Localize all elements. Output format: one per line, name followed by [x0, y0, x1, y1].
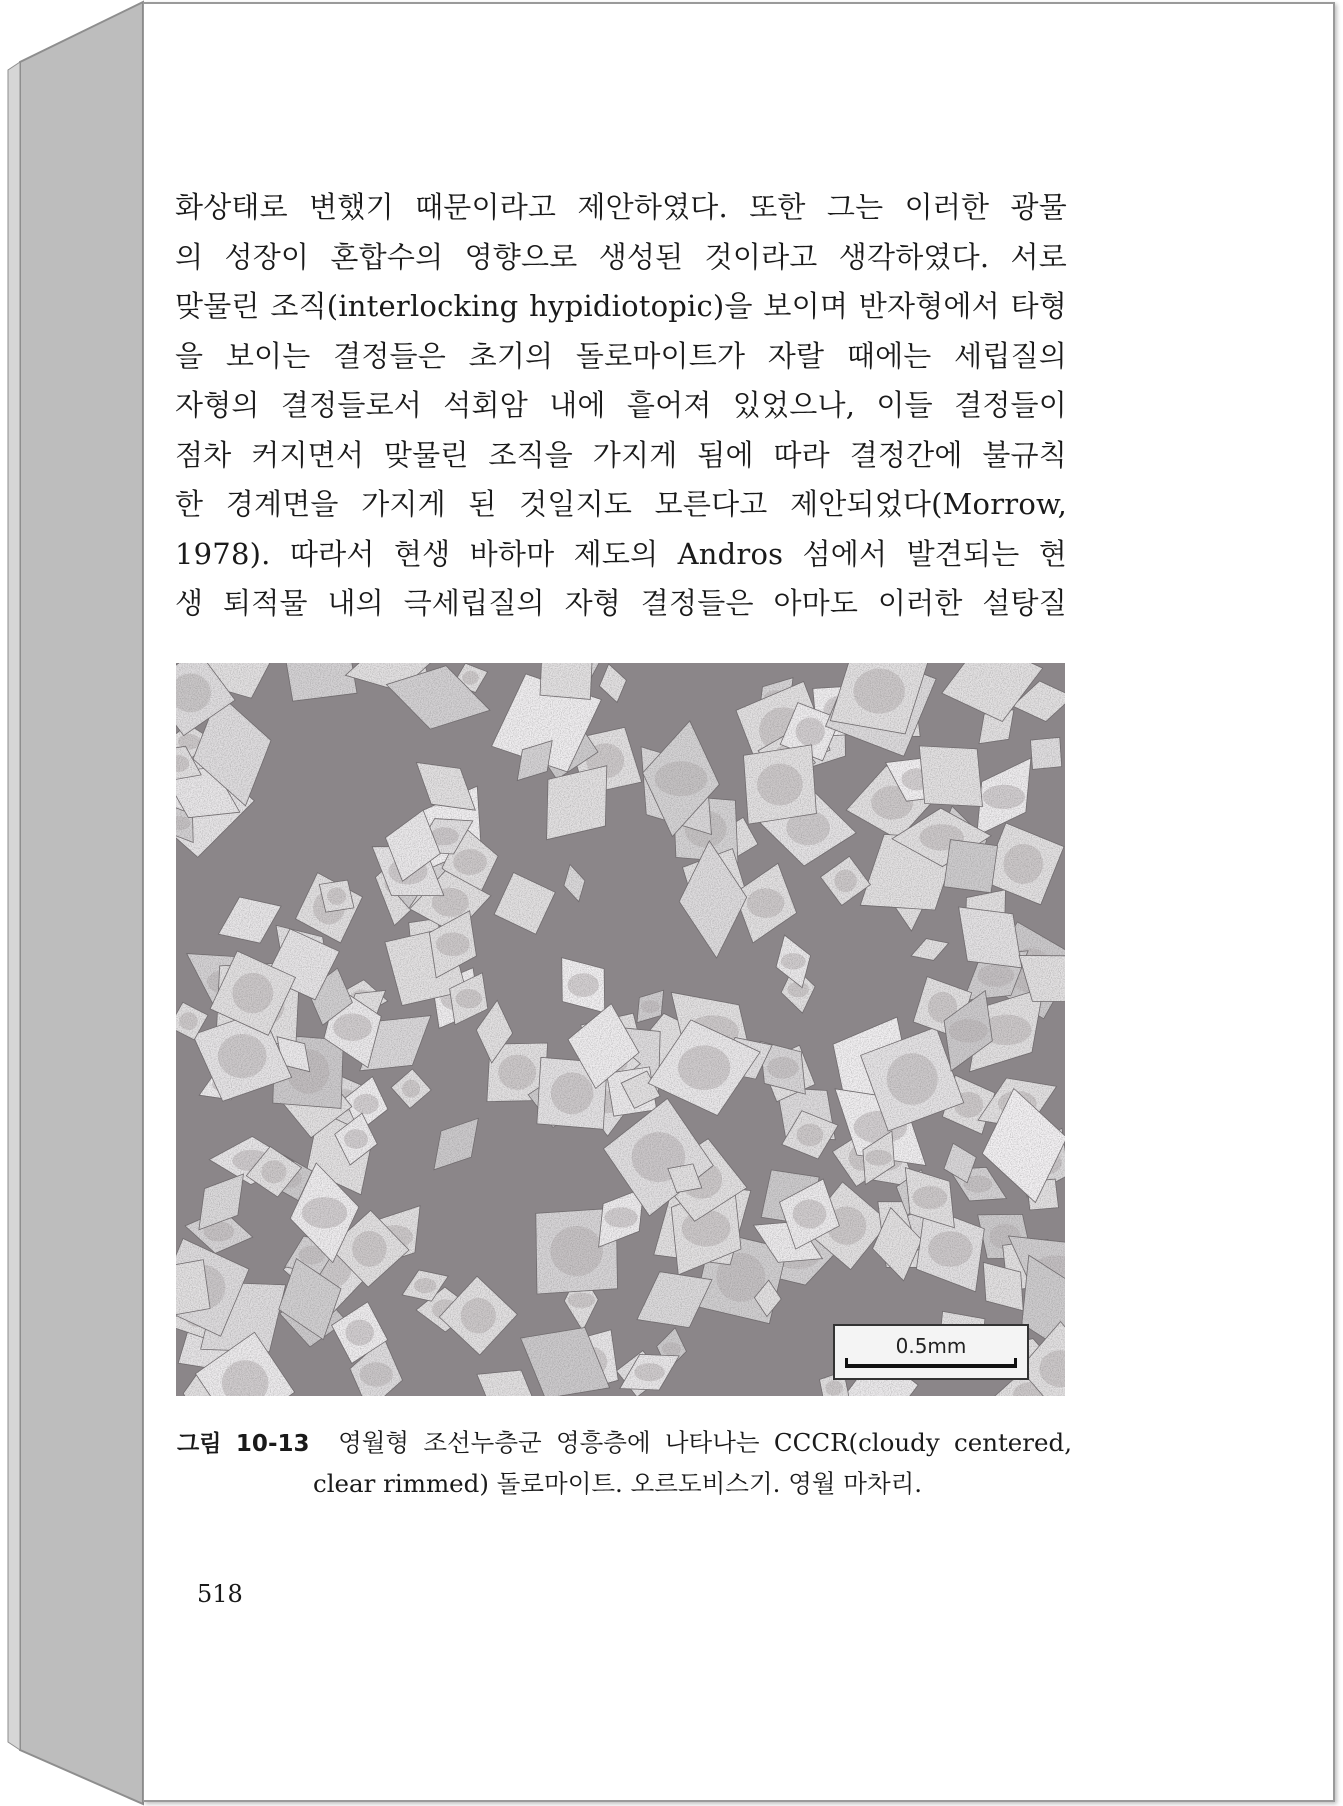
- crystal-cloudy-center: [327, 888, 346, 905]
- body-line: 생 퇴적물 내의 극세립질의 자형 결정들은 아마도 이러한 설탕질: [175, 586, 1067, 620]
- micrograph-figure: [176, 663, 1065, 1396]
- crystal-cloudy-center: [179, 1012, 197, 1030]
- crystal-cloudy-center: [462, 671, 478, 685]
- crystal-cloudy-center: [461, 1298, 496, 1334]
- crystal-cloudy-center: [302, 1197, 347, 1228]
- crystal-cloudy-center: [414, 1278, 436, 1293]
- figure-caption: [177, 1423, 1072, 1504]
- crystal-cloudy-center: [949, 1019, 988, 1043]
- crystal-shape: [919, 746, 982, 807]
- crystal-shape: [540, 663, 593, 699]
- crystal-cloudy-center: [834, 870, 856, 893]
- scale-bar: [833, 1324, 1029, 1380]
- crystal-cloudy-center: [1003, 844, 1043, 884]
- body-line: 자형의 결정들로서 석회암 내에 흩어져 있었으나, 이들 결정들이: [175, 388, 1067, 422]
- crystal-cloudy-center: [551, 1072, 594, 1114]
- body-line: 을 보이는 결정들은 초기의 돌로마이트가 자랄 때에는 세립질의: [175, 338, 1067, 373]
- crystal-cloudy-center: [456, 989, 482, 1008]
- crystal-cloudy-center: [655, 761, 708, 796]
- crystal-cloudy-center: [854, 669, 905, 714]
- crystal-cloudy-center: [353, 1094, 378, 1114]
- crystal-cloudy-center: [634, 1363, 664, 1381]
- crystal-cloudy-center: [604, 1207, 637, 1227]
- body-line: 화상태로 변했기 때문이라고 제안하였다. 또한 그는 이러한 광물: [175, 190, 1067, 224]
- body-line: 1978). 따라서 현생 바하마 제도의 Andros 섬에서 발견되는 현: [175, 536, 1067, 571]
- crystal-cloudy-center: [218, 1034, 267, 1078]
- crystal-cloudy-center: [453, 849, 487, 875]
- page-number: 518: [197, 1580, 243, 1608]
- caption-label: 그림 10-13: [177, 1431, 310, 1457]
- crystal-cloudy-center: [568, 1293, 596, 1308]
- crystal-cloudy-center: [793, 1200, 827, 1229]
- crystal-shape: [944, 840, 998, 893]
- micrograph-image: [176, 663, 1065, 1396]
- crystal-cloudy-center: [781, 953, 806, 969]
- crystal-cloudy-center: [550, 1226, 603, 1276]
- crystal-cloudy-center: [333, 1014, 372, 1042]
- crystal-cloudy-center: [825, 1380, 842, 1395]
- caption-line-1: [177, 1423, 1072, 1464]
- crystal-shape: [1031, 737, 1062, 769]
- caption-line-2: clear rimmed) 돌로마이트. 오르도비스기. 영월 마차리.: [313, 1469, 923, 1498]
- body-line: 맞물린 조직(interlocking hypidiotopic)을 보이며 반자형에서 타형: [175, 289, 1067, 323]
- crystal-cloudy-center: [797, 1124, 824, 1147]
- crystal-cloudy-center: [928, 1231, 973, 1267]
- crystal-cloudy-center: [747, 888, 785, 917]
- crystal-cloudy-center: [757, 764, 803, 806]
- crystal-cloudy-center: [977, 964, 1014, 986]
- crystal-cloudy-center: [436, 933, 470, 957]
- crystal-cloudy-center: [345, 1320, 374, 1346]
- scale-bar-line: [845, 1364, 1017, 1368]
- crystal-cloudy-center: [641, 1000, 660, 1013]
- crystal-cloudy-center: [662, 1342, 681, 1356]
- crystal-cloudy-center: [498, 1055, 536, 1090]
- scale-bar-label: 0.5mm: [895, 1334, 967, 1358]
- crystal-shape: [959, 907, 1022, 968]
- crystal-cloudy-center: [682, 1210, 731, 1247]
- caption-text-1: 영월형 조선누층군 영흥층에 나타나는 CCCR(cloudy centered,: [338, 1428, 1072, 1457]
- body-line: 한 경계면을 가지게 된 것일지도 모른다고 제안되었다(Morrow,: [175, 487, 1067, 521]
- crystal-cloudy-center: [796, 718, 825, 746]
- crystal-cloudy-center: [344, 1129, 368, 1149]
- crystal-cloudy-center: [232, 973, 273, 1013]
- body-text: [175, 183, 1067, 629]
- crystal-cloudy-center: [261, 1160, 286, 1183]
- crystal-cloudy-center: [678, 1045, 730, 1090]
- crystal-cloudy-center: [887, 1053, 938, 1105]
- body-line: 의 성장이 혼합수의 영향으로 생성된 것이라고 생각하였다. 서로: [175, 239, 1067, 274]
- book-spine: [0, 0, 150, 1806]
- crystal-cloudy-center: [913, 1186, 948, 1209]
- crystal-cloudy-center: [402, 1080, 420, 1098]
- crystal-cloudy-center: [352, 1231, 387, 1267]
- crystal-cloudy-center: [568, 973, 599, 997]
- crystal-cloudy-center: [865, 1150, 892, 1166]
- crystal-cloudy-center: [360, 1362, 393, 1386]
- crystal-cloudy-center: [983, 785, 1026, 809]
- body-line: 점차 커지면서 맞물린 조직을 가지게 됨에 따라 결정간에 불규칙: [175, 437, 1067, 472]
- crystal-cloudy-center: [767, 1057, 798, 1079]
